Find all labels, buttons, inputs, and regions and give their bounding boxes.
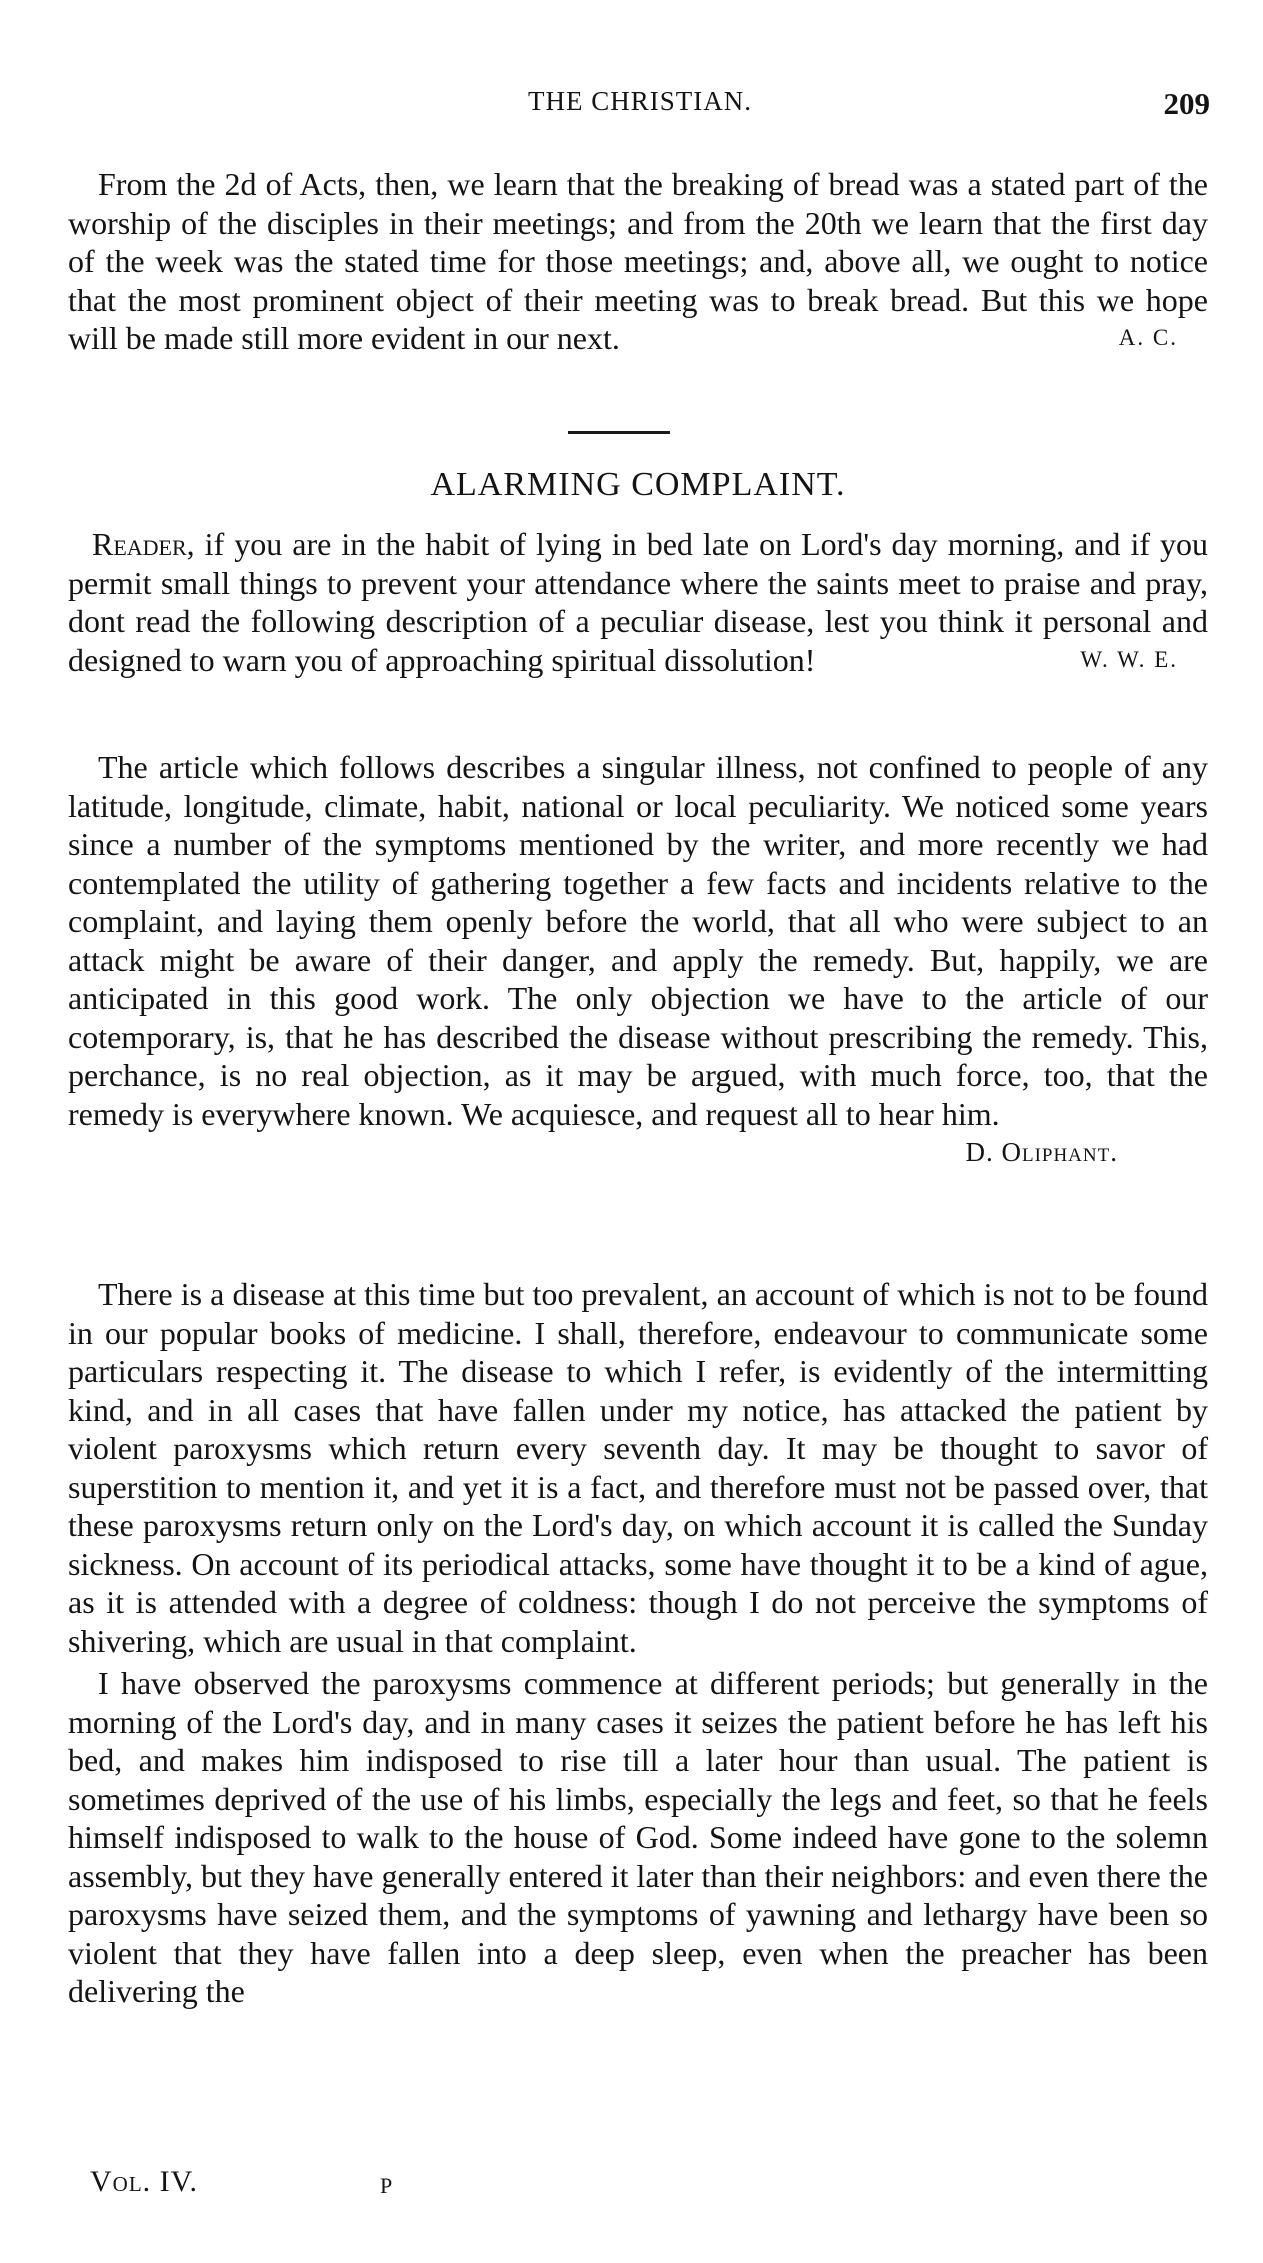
editor-note-signature: D. Oliphant. bbox=[965, 1137, 1118, 1167]
page-footer bbox=[90, 2165, 690, 2205]
reader-note-text: if you are in the habit of lying in bed late on Lord's day morning, and if you permit small things to prevent your attendance where the saints meet to praise and pray, dont read the following description of a peculiar disease, lest you think it personal and designed to warn you of approaching spiritual dissolution! bbox=[68, 526, 1208, 678]
article-paragraph-2: I have observed the paroxysms commence at different periods; but generally in the morning of the Lord's day, and in many cases it seizes the patient before he has left his bed, and makes him indisposed to rise till a later hour than usual. The patient is sometimes deprived of the use of his limbs, especially the legs and feet, so that he feels himself indisposed to walk to the house of God. Some indeed have gone to the solemn assembly, but they have generally entered it later than their neighbors: and even there the paroxysms have seized them, and the symptoms of yawning and lethargy have been so violent that they have fallen into a deep sleep, even when the preacher has been delivering the bbox=[68, 1665, 1208, 2009]
reader-note-paragraph bbox=[68, 525, 1208, 679]
reader-note-signature: W. W. E. bbox=[1080, 646, 1178, 672]
intro-paragraph-text: From the 2d of Acts, then, we learn that the breaking of bread was a stated part of the worship of the disciples in their meetings; and from the 20th we learn that the first day of the week was the stated time for those meetings; and, above all, we ought to notice that the most prominent object of their meeting was to break bread. But this we hope will be made still more evident in our next. bbox=[68, 166, 1208, 356]
article-body bbox=[68, 1275, 1208, 2011]
reader-note-lead-word: Reader, bbox=[92, 526, 195, 562]
intro-signature: A. C. bbox=[1118, 325, 1178, 350]
section-divider bbox=[568, 431, 670, 434]
volume-label: Vol. IV. bbox=[90, 2165, 198, 2198]
intro-paragraph bbox=[68, 165, 1208, 358]
running-title: THE CHRISTIAN. bbox=[528, 86, 752, 116]
intro-section bbox=[68, 165, 1208, 358]
editor-note-paragraph: The article which follows describes a singular illness, not confined to people of any latitude, longitude, climate, habit, national or local peculiarity. We noticed some years since a number of the symptoms mentioned by the writer, and more recently we had contemplated the utility of gathering together a few facts and incidents relative to the complaint, and laying them openly before the world, that all who were subject to an attack might be aware of their danger, and apply the remedy. But, happily, we are anticipated in this good work. The only objection we have to the article of our cotemporary, is, that he has described the disease without prescribing the remedy. This, perchance, is no real objection, as it may be argued, with much force, too, that the remedy is everywhere known. We acquiesce, and request all to hear him. bbox=[68, 749, 1208, 1132]
editor-note bbox=[68, 748, 1208, 1172]
running-head bbox=[70, 86, 1210, 126]
reader-note bbox=[68, 525, 1208, 679]
article-paragraph-1: There is a disease at this time but too prevalent, an account of which is not to be found in our popular books of medicine. I shall, therefore, endeavour to communicate some particulars respecting it. The disease to which I refer, is evidently of the intermitting kind, and in all cases that have fallen under my notice, has attacked the patient by violent paroxysms which return every seventh day. It may be thought to savor of superstition to mention it, and yet it is a fact, and therefore must not be passed over, that these paroxysms return only on the Lord's day, on which account it is called the Sunday sickness. On account of its periodical attacks, some have thought it to be a kind of ague, as it is attended with a degree of coldness: though I do not perceive the symptoms of shivering, which are usual in that complaint. bbox=[68, 1276, 1208, 1659]
section-heading: ALARMING COMPLAINT. bbox=[430, 466, 846, 503]
signature-mark: P bbox=[380, 2173, 393, 2198]
page-number: 209 bbox=[1163, 86, 1210, 121]
